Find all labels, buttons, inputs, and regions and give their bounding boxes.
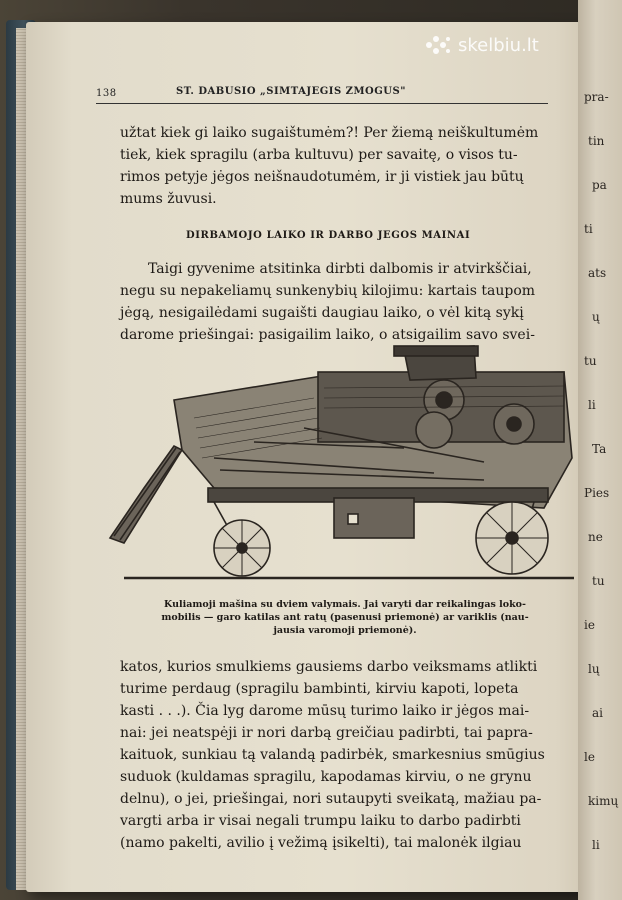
paragraph-1 (120, 122, 558, 210)
facing-page-edge (578, 0, 622, 900)
threshing-machine-illustration (104, 338, 584, 594)
facing-page-text-fragment: pa (592, 178, 607, 192)
facing-page-text-fragment: tu (592, 574, 605, 588)
paragraph-2 (120, 258, 558, 346)
text-line: užtat kiek gi laiko sugaištumėm?! Per žiemą neiškultumėm (120, 125, 539, 141)
header-rule (96, 103, 548, 104)
facing-page-text-fragment: ie (584, 618, 595, 632)
facing-page-text-fragment: lų (588, 662, 600, 676)
text-line: Taigi gyvenime atsitinka dirbti dalbomis ir atvirkščiai, (148, 261, 532, 277)
facing-page-text-fragment: ti (584, 222, 593, 236)
caption-line: jausia varomoji priemonė). (273, 625, 417, 636)
figure-caption (130, 598, 560, 637)
facing-page-text-fragment: pra- (584, 90, 609, 104)
facing-page-text-fragment: ų (592, 310, 600, 324)
text-line: kaituok, sunkiau tą valandą padirbėk, smarkesnius smūgius (120, 747, 545, 763)
paragraph-3 (120, 656, 558, 854)
text-line: tiek, kiek spragilu (arba kultuvu) per savaitę, o visos tu- (120, 147, 518, 163)
text-line: mums žuvusi. (120, 191, 217, 207)
text-line: negu su nepakeliamų sunkenybių kilojimu: kartais taupom (120, 283, 536, 299)
text-line: nai: jei neatspėji ir nori darbą greičiau padirbti, tai papra- (120, 725, 533, 741)
text-line: darome priešingai: pasigailim laiko, o atsigailim savo svei- (120, 327, 535, 343)
facing-page-text-fragment: Pies (584, 486, 610, 500)
caption-line: Kuliamoji mašina su dviem valymais. Jai varyti dar reikalingas loko- (164, 599, 526, 610)
facing-page-text-fragment: ats (588, 266, 607, 280)
text-line: jėgą, nesigailėdami sugaišti daugiau laiko, o vėl kitą sykį (120, 305, 524, 321)
facing-page-text-fragment: li (588, 398, 596, 412)
facing-page-text-fragment: kimų (588, 794, 619, 808)
text-line: (namo pakelti, avilio į vežimą įsikelti), tai malonėk ilgiau (120, 835, 522, 851)
text-line: rimos petyje jėgos neišnaudotumėm, ir ji vistiek jau būtų (120, 169, 524, 185)
facing-page-text-fragment: tin (588, 134, 605, 148)
facing-page-text-fragment: ai (592, 706, 603, 720)
text-line: delnu), o jei, priešingai, nori sutaupyti sveikatą, mažiau pa- (120, 791, 542, 807)
text-line: vargti arba ir visai negali trumpu laiku to darbo padirbti (120, 813, 521, 829)
facing-page-text-fragment: li (592, 838, 600, 852)
caption-line: mobilis — garo katilas ant ratų (pasenusi priemonė) ar variklis (nau- (161, 612, 529, 623)
watermark (424, 32, 539, 58)
watermark-text: skelbiu.lt (458, 34, 539, 56)
text-line: katos, kurios smulkiems gausiems darbo veiksmams atlikti (120, 659, 538, 675)
skelbiu-logo-icon (424, 34, 452, 56)
running-head (96, 86, 548, 102)
section-heading: DIRBAMOJO LAIKO IR DARBO JEGOS MAINAI (186, 230, 471, 241)
text-line: kasti . . .). Čia lyg darome mūsų turimo laiko ir jėgos mai- (120, 703, 530, 719)
text-line: suduok (kuldamas spragilu, kapodamas kirviu, o ne grynu (120, 769, 532, 785)
facing-page-text-fragment: ne (588, 530, 603, 544)
facing-page-text-fragment: le (584, 750, 595, 764)
running-head-title: ST. DABUSIO „SIMTAJEGIS ZMOGUS" (176, 86, 406, 97)
facing-page-text-fragment: Ta (592, 442, 607, 456)
text-line: turime perdaug (spragilu bambinti, kirviu kapoti, lopeta (120, 681, 519, 697)
page-number: 138 (96, 88, 117, 99)
facing-page-text-fragment: tu (584, 354, 597, 368)
